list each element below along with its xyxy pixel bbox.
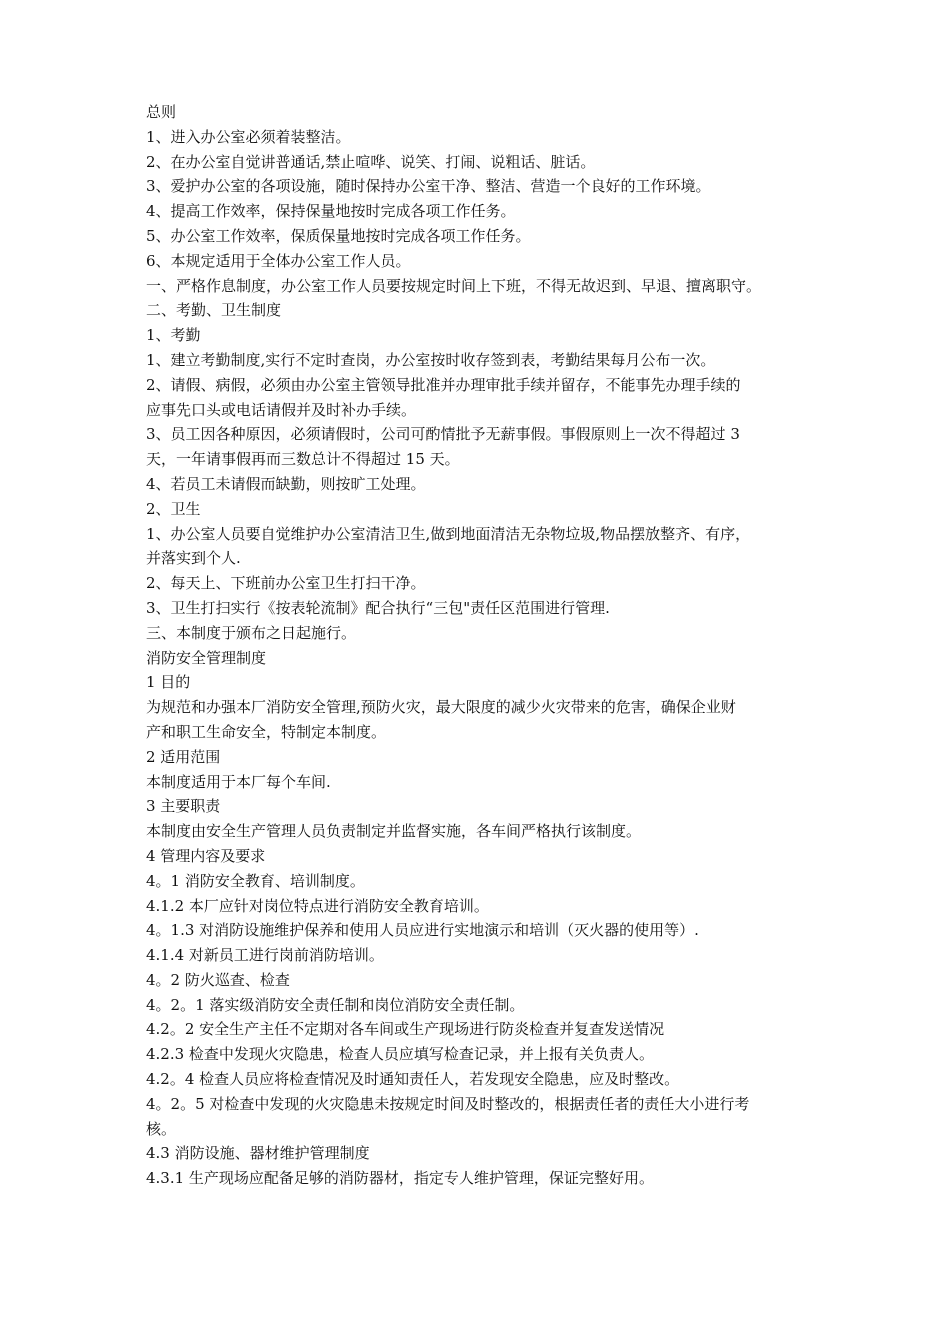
text-line: 应事先口头或电话请假并及时补办手续。 [146, 400, 417, 419]
section-heading: 2 适用范围 [146, 747, 221, 766]
text-line: 核。 [146, 1119, 177, 1138]
text-line: 4.2.3 检查中发现火灾隐患，检查人员应填写检查记录，并上报有关负责人。 [146, 1045, 654, 1064]
text-line: 5、办公室工作效率，保质保量地按时完成各项工作任务。 [146, 226, 531, 245]
text-line: 2、请假、病假，必须由办公室主管领导批准并办理审批手续并留存，不能事先办理手续的 [146, 375, 741, 394]
text-line: 4。2 防火巡查、检查 [146, 970, 290, 989]
text-line: 本制度适用于本厂每个车间. [146, 772, 331, 791]
text-line: 3、员工因各种原因，必须请假时，公司可酌情批予无薪事假。事假原则上一次不得超过 3 [146, 425, 740, 444]
text-line: 4.2。2 安全生产主任不定期对各车间或生产现场进行防炎检查并复查发送情况 [146, 1020, 665, 1039]
text-line: 1、建立考勤制度,实行不定时查岗，办公室按时收存签到表，考勤结果每月公布一次。 [146, 350, 716, 369]
text-line: 4.1.4 对新员工进行岗前消防培训。 [146, 946, 384, 965]
text-line: 4.3.1 生产现场应配备足够的消防器材，指定专人维护管理，保证完整好用。 [146, 1169, 654, 1188]
section-heading: 4 管理内容及要求 [146, 846, 266, 865]
document-body [146, 100, 814, 1191]
text-line: 三、本制度于颁布之日起施行。 [146, 623, 357, 642]
text-line: 4、若员工未请假而缺勤，则按旷工处理。 [146, 474, 426, 493]
text-line: 4。1 消防安全教育、培训制度。 [146, 871, 365, 890]
text-line: 4。2。5 对检查中发现的火灾隐患未按规定时间及时整改的，根据责任者的责任大小进行考 [146, 1094, 750, 1113]
text-line: 1、进入办公室必须着装整洁。 [146, 127, 351, 146]
text-line: 2、在办公室自觉讲普通话,禁止喧哗、说笑、打闹、说粗话、脏话。 [146, 152, 596, 171]
text-line: 4.1.2 本厂应针对岗位特点进行消防安全教育培训。 [146, 896, 489, 915]
section-heading: 4.3 消防设施、器材维护管理制度 [146, 1144, 370, 1163]
text-line: 4.2。4 检查人员应将检查情况及时通知责任人，若发现安全隐患，应及时整改。 [146, 1070, 680, 1089]
text-line: 3、卫生打扫实行《按表轮流制》配合执行“三包"责任区范围进行管理. [146, 598, 610, 617]
text-line: 4。2。1 落实级消防安全责任制和岗位消防安全责任制。 [146, 995, 525, 1014]
text-line: 产和职工生命安全，特制定本制度。 [146, 722, 387, 741]
text-line: 为规范和办强本厂消防安全管理,预防火灾，最大限度的减少火灾带来的危害，确保企业财 [146, 698, 736, 717]
text-line: 6、本规定适用于全体办公室工作人员。 [146, 251, 411, 270]
text-line: 4。1.3 对消防设施维护保养和使用人员应进行实地演示和培训（灭火器的使用等）. [146, 921, 699, 940]
text-line: 天，一年请事假再而三数总计不得超过 15 天。 [146, 450, 460, 469]
section-heading: 1 目的 [146, 673, 191, 692]
text-line: 2、每天上、下班前办公室卫生打扫干净。 [146, 574, 426, 593]
text-line: 3、爱护办公室的各项设施，随时保持办公室干净、整洁、营造一个良好的工作环境。 [146, 177, 711, 196]
section-heading: 3 主要职责 [146, 797, 221, 816]
text-line: 一、严格作息制度，办公室工作人员要按规定时间上下班，不得无故迟到、早退、擅离职守。 [146, 276, 762, 295]
text-line: 并落实到个人. [146, 549, 241, 568]
subsection-heading: 2、卫生 [146, 499, 201, 518]
text-line: 4、提高工作效率，保持保量地按时完成各项工作任务。 [146, 202, 516, 221]
section-title: 消防安全管理制度 [146, 648, 267, 667]
section-heading: 二、考勤、卫生制度 [146, 301, 282, 320]
text-line: 1、办公室人员要自觉维护办公室清洁卫生,做到地面清洁无杂物垃圾,物品摆放整齐、有序， [146, 524, 751, 543]
text-line: 本制度由安全生产管理人员负责制定并监督实施，各车间严格执行该制度。 [146, 822, 642, 841]
section-title: 总则 [146, 103, 177, 121]
subsection-heading: 1、考勤 [146, 326, 201, 345]
